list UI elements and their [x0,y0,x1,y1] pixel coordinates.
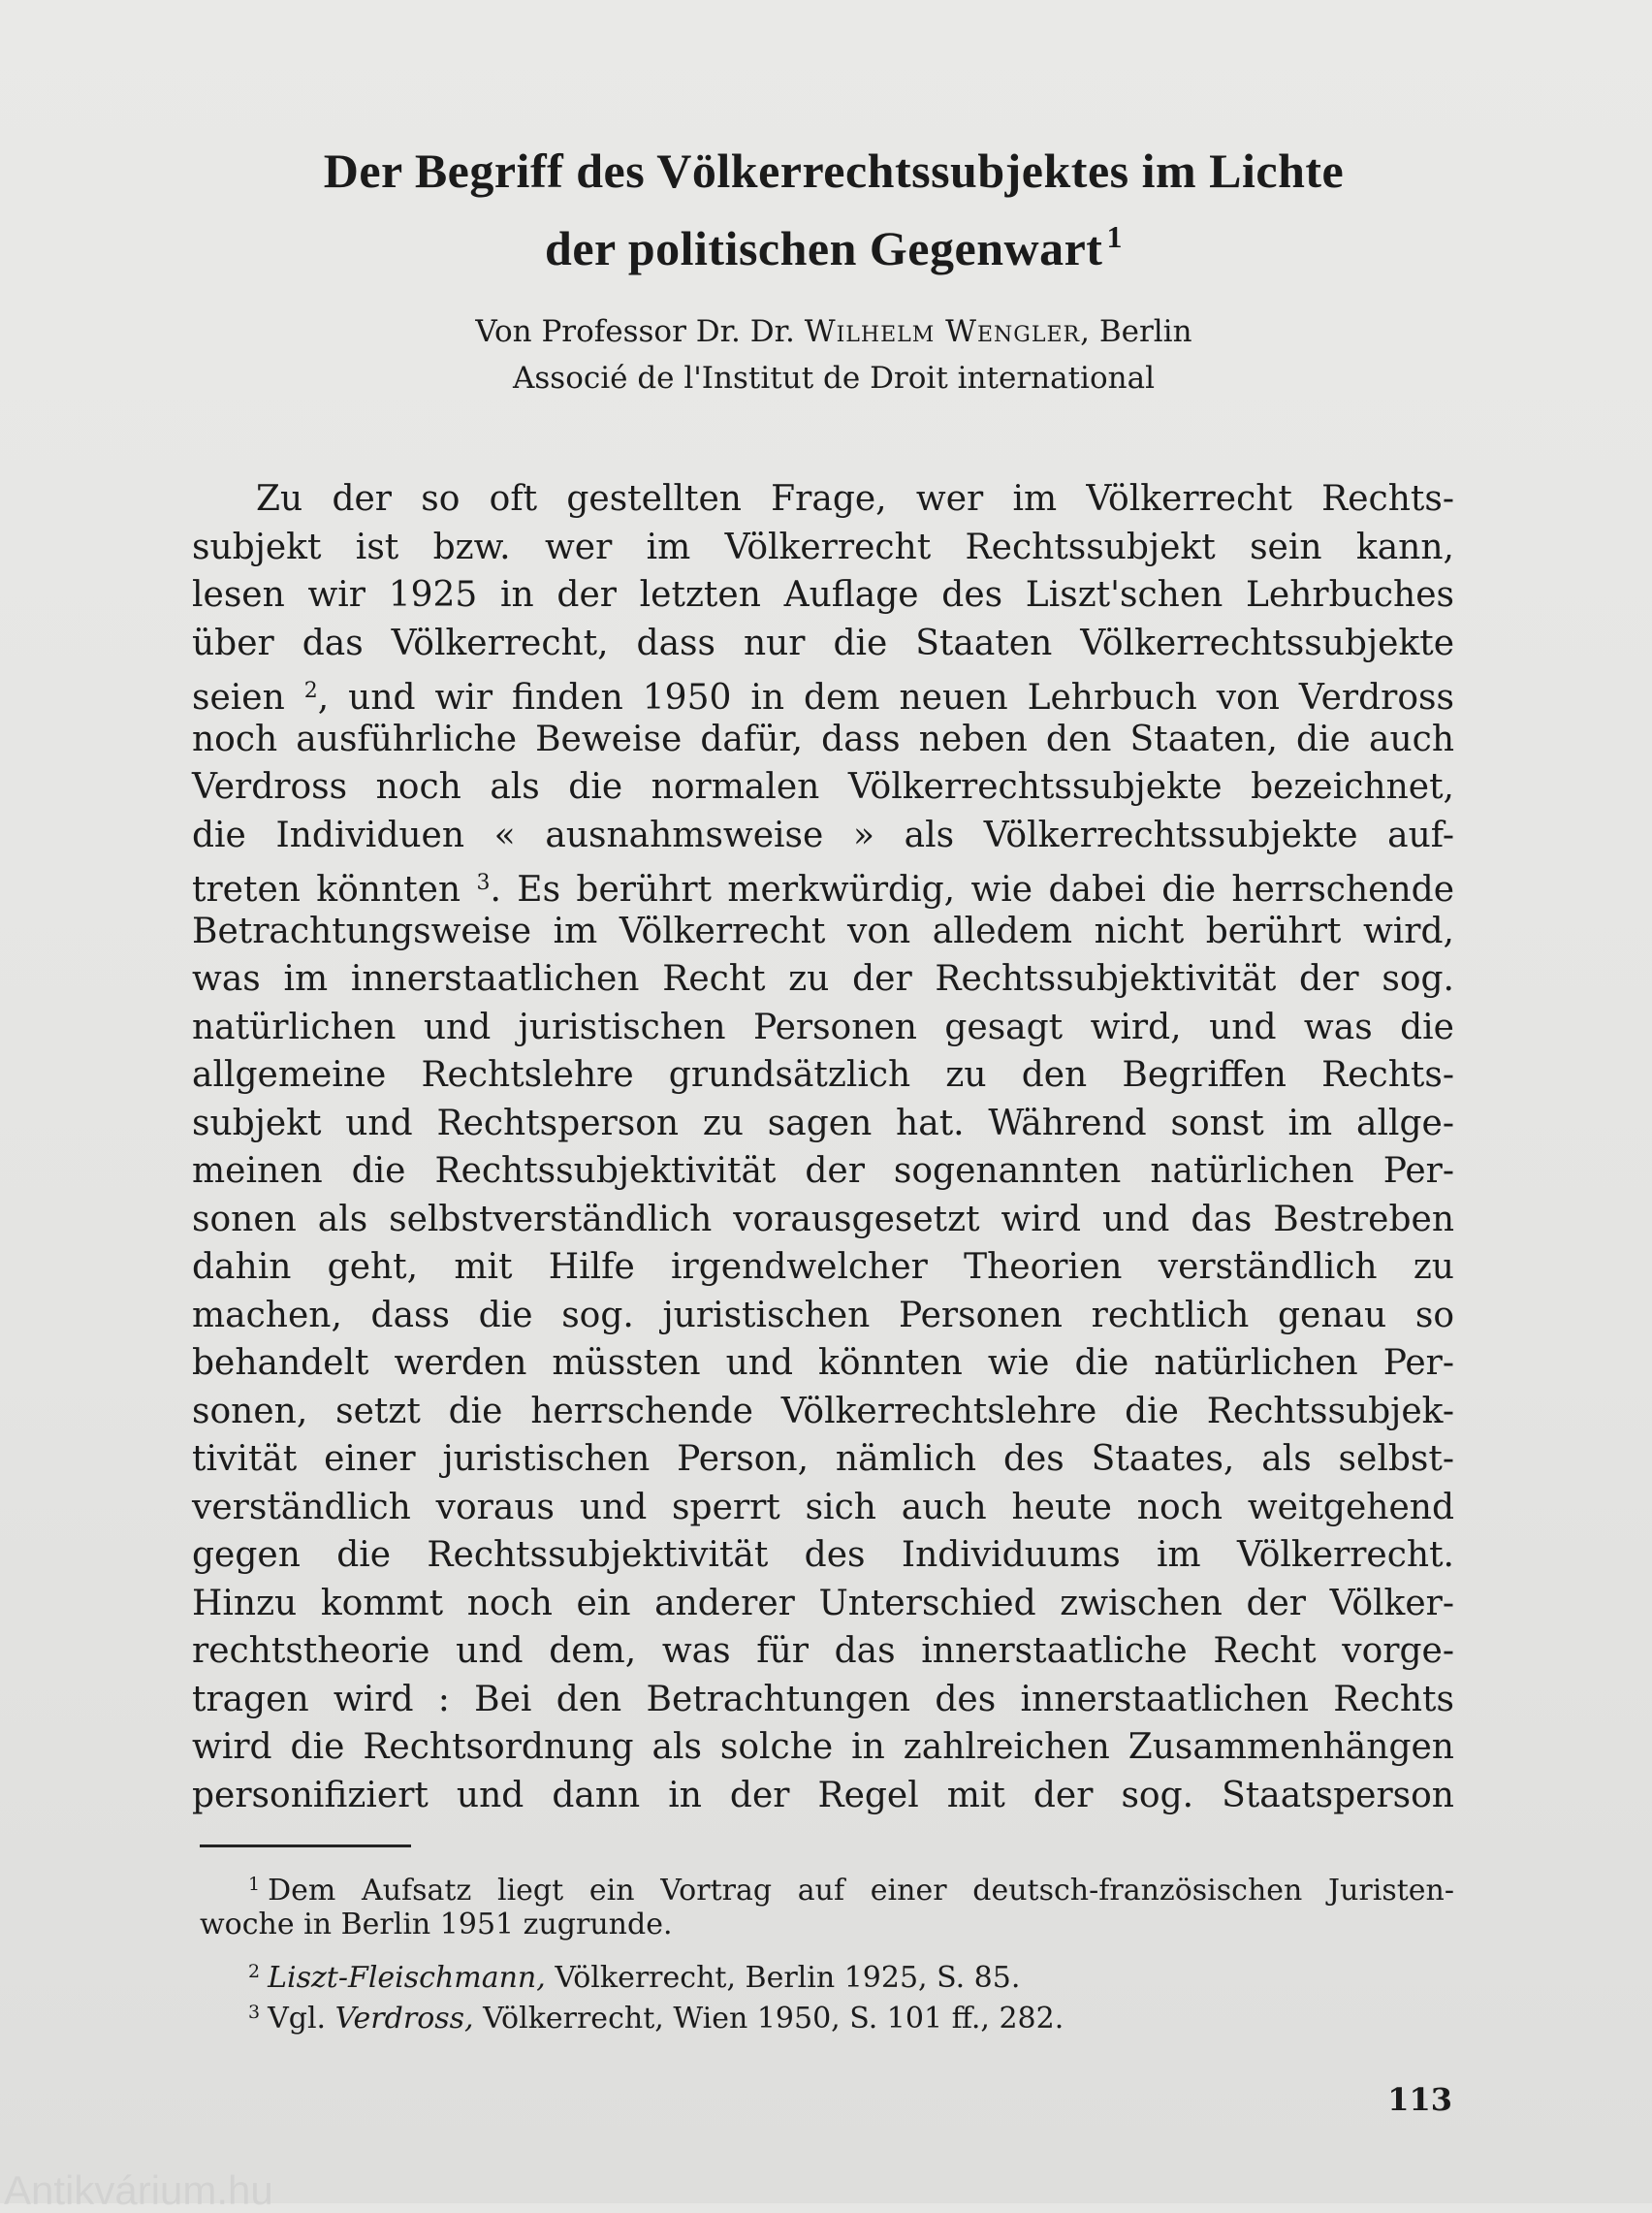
body-line: behandelt werden müssten und könnten wie die natürlichen Per- [192,1343,1454,1383]
body-line: sonen, setzt die herrschende Völkerrechtslehre die Rechtssubjek- [192,1391,1454,1431]
body-line: wird die Rechtsordnung als solche in zahlreichen Zusammenhängen [192,1727,1454,1767]
watermark [0,2167,407,2213]
footnote-3-marker: 3 [248,2002,261,2023]
author-name: Wilhelm Wengler [804,314,1081,349]
footnote-2-text: Völkerrecht, Berlin 1925, S. 85. [545,1961,1021,1995]
footnote-2-marker: 2 [248,1961,261,1982]
body-line: was im innerstaatlichen Recht zu der Rechtssubjektivität der sog. [192,959,1454,999]
body-line-text: treten könnten [192,870,461,910]
body-line-text: seien [192,678,285,718]
footnote-marker-3[interactable]: 3 [476,871,491,895]
body-paragraph [192,475,1454,1819]
body-line: noch ausführliche Beweise dafür, dass neben den Staaten, die auch [192,719,1454,759]
body-line: meinen die Rechtssubjektivität der sogenannten natürlichen Per- [192,1151,1454,1191]
body-line: Hinzu kommt noch ein anderer Unterschied zwischen der Völker- [192,1583,1454,1623]
body-line: allgemeine Rechtslehre grundsätzlich zu den Begriffen Rechts- [192,1055,1454,1095]
body-line: sonen als selbstverständlich vorausgesetzt wird und das Bestreben [192,1199,1454,1239]
footnote-1-continuation: woche in Berlin 1951 zugrunde. [200,1908,673,1941]
body-line: Zu der so oft gestellten Frage, wer im Völkerrecht Rechts- [256,479,1454,519]
body-line: dahin geht, mit Hilfe irgendwelcher Theorien verständlich zu [192,1247,1454,1287]
footnotes [200,1864,1454,2036]
footnote-1 [200,1864,1454,1908]
body-line [192,667,1454,716]
author-affiliation: Associé de l'Institut de Droit international [512,361,1155,396]
body-line: lesen wir 1925 in der letzten Auflage des Liszt'schen Lehrbuches [192,575,1454,615]
body-line: personifiziert und dann in der Regel mit der sog. Staatsperson [192,1775,1454,1815]
footnote-marker-2[interactable]: 2 [303,679,318,703]
body-line: natürlichen und juristischen Personen gesagt wird, und was die [192,1007,1454,1047]
body-line: verständlich voraus und sperrt sich auch heute noch weitgehend [192,1487,1454,1527]
body-line: über das Völkerrecht, dass nur die Staaten Völkerrechtssubjekte [192,623,1454,663]
body-line: subjekt und Rechtsperson zu sagen hat. Während sonst im allge- [192,1103,1454,1143]
body-line-text: . Es berührt merkwürdig, wie dabei die herrschende [490,870,1454,910]
footnote-divider [200,1844,411,1847]
byline [233,308,1435,401]
footnote-1-marker: 1 [248,1874,261,1895]
body-line: rechtstheorie und dem, was für das innerstaatliche Recht vorge- [192,1631,1454,1671]
title-line-1: Der Begriff des Völkerrechtssubjektes im Lichte [323,144,1345,198]
body-line: Betrachtungsweise im Völkerrecht von alledem nicht berührt wird, [192,911,1454,951]
footnote-3 [200,1992,1454,2036]
body-line: tragen wird : Bei den Betrachtungen des innerstaatlichen Rechts [192,1679,1454,1719]
body-line: machen, dass die sog. juristischen Personen rechtlich genau so [192,1295,1454,1335]
footnote-2 [200,1951,1454,1995]
author-line [233,308,1435,355]
footnote-2-author: Liszt-Fleischmann, [268,1961,546,1995]
footnote-3-text: Völkerrecht, Wien 1950, S. 101 ff., 282. [473,2002,1064,2036]
article-title [233,138,1435,281]
title-footnote-marker[interactable]: 1 [1106,219,1123,254]
footnote-1-text: Dem Aufsatz liegt ein Vortrag auf einer deutsch-französischen Juristen- [268,1874,1454,1908]
body-line: subjekt ist bzw. wer im Völkerrecht Rechtssubjekt sein kann, [192,527,1454,567]
body-line: Verdross noch als die normalen Völkerrechtssubjekte bezeichnet, [192,767,1454,807]
body-line [192,859,1454,908]
author-city: , Berlin [1080,314,1192,349]
body-line-text: , und wir finden 1950 in dem neuen Lehrbuch von Verdross [317,678,1454,718]
page-number: 113 [1387,2081,1452,2118]
footnote-3-prefix: Vgl. [268,2002,335,2036]
body-line: tivität einer juristischen Person, nämlich des Staates, als selbst- [192,1439,1454,1479]
body-line: gegen die Rechtssubjektivität des Individuums im Völkerrecht. [192,1535,1454,1575]
title-line-2-text: der politischen Gegenwart [545,221,1103,275]
author-prefix: Von Professor Dr. Dr. [475,314,795,349]
watermark-text: Antikvárium.hu [4,2167,273,2213]
body-line: die Individuen « ausnahmsweise » als Völkerrechtssubjekte auf- [192,815,1454,855]
title-line-2 [233,204,1435,281]
footnote-3-author: Verdross, [334,2002,474,2036]
